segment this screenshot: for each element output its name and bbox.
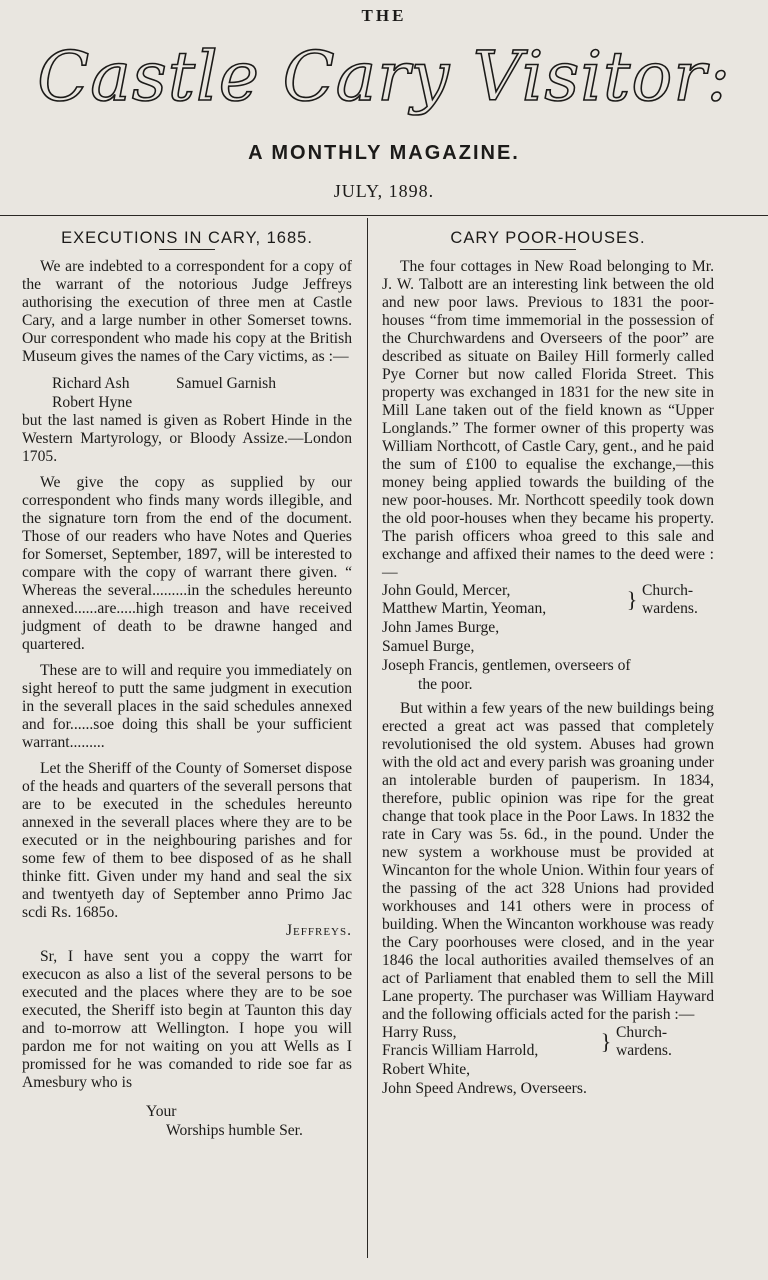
paragraph: Sr, I have sent you a coppy the warrt for execucon as also a list of the several persons to be executed and the places where they are to be soe executed, the Sheriff isto begin at Taunton this day and to-morrow att Wellington. I hope you will pardon me for not waiting on you att Wells as I promissed for he was comanded to ride soe far as Amesbury who is — [22, 948, 352, 1091]
masthead-the: THE — [361, 6, 407, 25]
officer-name: John Speed Andrews, Overseers. — [382, 1080, 587, 1097]
victim-list — [22, 374, 352, 412]
heading-rule — [159, 249, 215, 250]
heading-rule — [520, 249, 576, 250]
paragraph: We give the copy as supplied by our correspondent who finds many words illegible, and the signature torn from the end of the document. Those of our readers who have Notes and Queries for Somerset, September, 1897, will be interested to compare with the copy of warrant there given. “ Whereas the several.........in the schedules hereunto annexed......are.....high treason and have received judgment of death to be drawne hanged and quartered. — [22, 474, 352, 653]
paragraph: Let the Sheriff of the County of Somerset dispose of the heads and quarters of the severall persons that are to be executed in the schedules hereunto annexed in the severall places where they are to be executed or in the neighbouring parishes and for some few of them to bee disposed of as he shall thinke fitt. Given under my hand and seal the six and twentyeth day of September anno Primo Jac scdi Rs. 1685o. — [22, 760, 352, 921]
closing-line: Worships humble Ser. — [166, 1122, 303, 1139]
masthead-title: Castle Cary Visitor: — [37, 38, 731, 117]
masthead-subtitle: A MONTHLY MAGAZINE. — [248, 142, 520, 164]
paragraph: We are indebted to a correspondent for a copy of the warrant of the notorious Judge Jeffreys authorising the execution of three men at Castle Cary, and a large number in other Somerset towns. Our correspondent who made his copy at the British Museum gives the names of the Cary victims, as :— — [22, 258, 352, 365]
paragraph: These are to will and require you immediately on sight hereof to putt the same judgment in execution in the severall places in the said schedules annexed and for......soe doing this shall be your sufficient warrant......... — [22, 662, 352, 751]
officer-name: Joseph Francis, gentlemen, overseers of — [382, 657, 631, 674]
officers-list-2 — [382, 1024, 714, 1060]
officer-name: Robert White, — [382, 1061, 471, 1078]
signature-jeffreys: Jeffreys. — [285, 922, 352, 939]
officer-name: John James Burge, — [382, 619, 500, 636]
article-heading: CARY POOR-HOUSES. — [450, 229, 646, 247]
officer-name: Harry Russ, — [382, 1024, 457, 1041]
officer-name: the poor. — [418, 676, 473, 693]
officer-name: John Gould, Mercer, — [382, 582, 511, 599]
article-heading: EXECUTIONS IN CARY, 1685. — [61, 229, 313, 247]
officer-name: Francis William Harrold, — [382, 1042, 539, 1059]
issue-date: JULY, 1898. — [333, 181, 435, 201]
article-executions — [22, 225, 352, 1140]
closing-line: Your — [146, 1103, 177, 1120]
header-divider — [0, 215, 768, 216]
article-poor-houses — [382, 225, 714, 1098]
officer-name: Samuel Burge, — [382, 638, 475, 655]
brace-icon: } — [626, 587, 638, 612]
paragraph: The four cottages in New Road belonging to Mr. J. W. Talbott are an interesting link between the old and new poor laws. Previous to 1831 the poor-houses “from time immemorial in the possession of the Churchwardens and Overseers of the poor” are described as situate on Bailey Hill formerly called Pye Corner but now called Florida Street. This property was exchanged in 1831 for the new site in Mill Lane taken out of the field known as “Upper Longlands.” The former owner of this property was William Northcott, of Castle Cary, gent., and he paid the sum of £100 to equalise the exchange,—this money being applied towards the building of the new poor-houses. Mr. Northcott speedily took down the old poor-houses when they became his property. The parish officers whoa greed to this sale and exchange and affixed their names to the deed were :— — [382, 258, 714, 581]
column-divider — [367, 218, 368, 1258]
victim-name: Samuel Garnish — [176, 375, 277, 392]
letter-closing — [22, 1102, 352, 1140]
officer-name: Matthew Martin, Yeoman, — [382, 600, 547, 617]
officer-role: Church- wardens. — [616, 1024, 672, 1059]
officer-role: Church- wardens. — [642, 582, 698, 617]
brace-icon: } — [600, 1029, 612, 1054]
victim-name: Richard Ash — [52, 375, 130, 392]
paragraph: but the last named is given as Robert Hinde in the Western Martyrology, or Bloody Assize.—London 1705. — [22, 412, 352, 465]
paragraph: But within a few years of the new buildings being erected a great act was passed that completely revolutionised the old system. Abuses had grown with the old act and every parish was groaning under an intolerable burden of pauperism. In 1834, therefore, public opinion was ripe for the great change that took place in the Poor Laws. In 1832 the rate in Cary was 5s. 6d., in the pound. Under the new system a workhouse must be provided at Wincanton for the whole Union. Within four years of the passing of the act 328 Unions had provided workhouses and 141 others were in process of building. When the Wincanton workhouse was ready the Cary poorhouses were closed, and in the year 1846 the local authorities availed themselves of an act of Parliament that enabled them to sell the Mill Lane property. The purchaser was William Hayward and the following officials acted for the parish :— — [382, 700, 714, 1023]
officers-list-1 — [382, 582, 714, 618]
victim-name: Robert Hyne — [52, 394, 133, 411]
